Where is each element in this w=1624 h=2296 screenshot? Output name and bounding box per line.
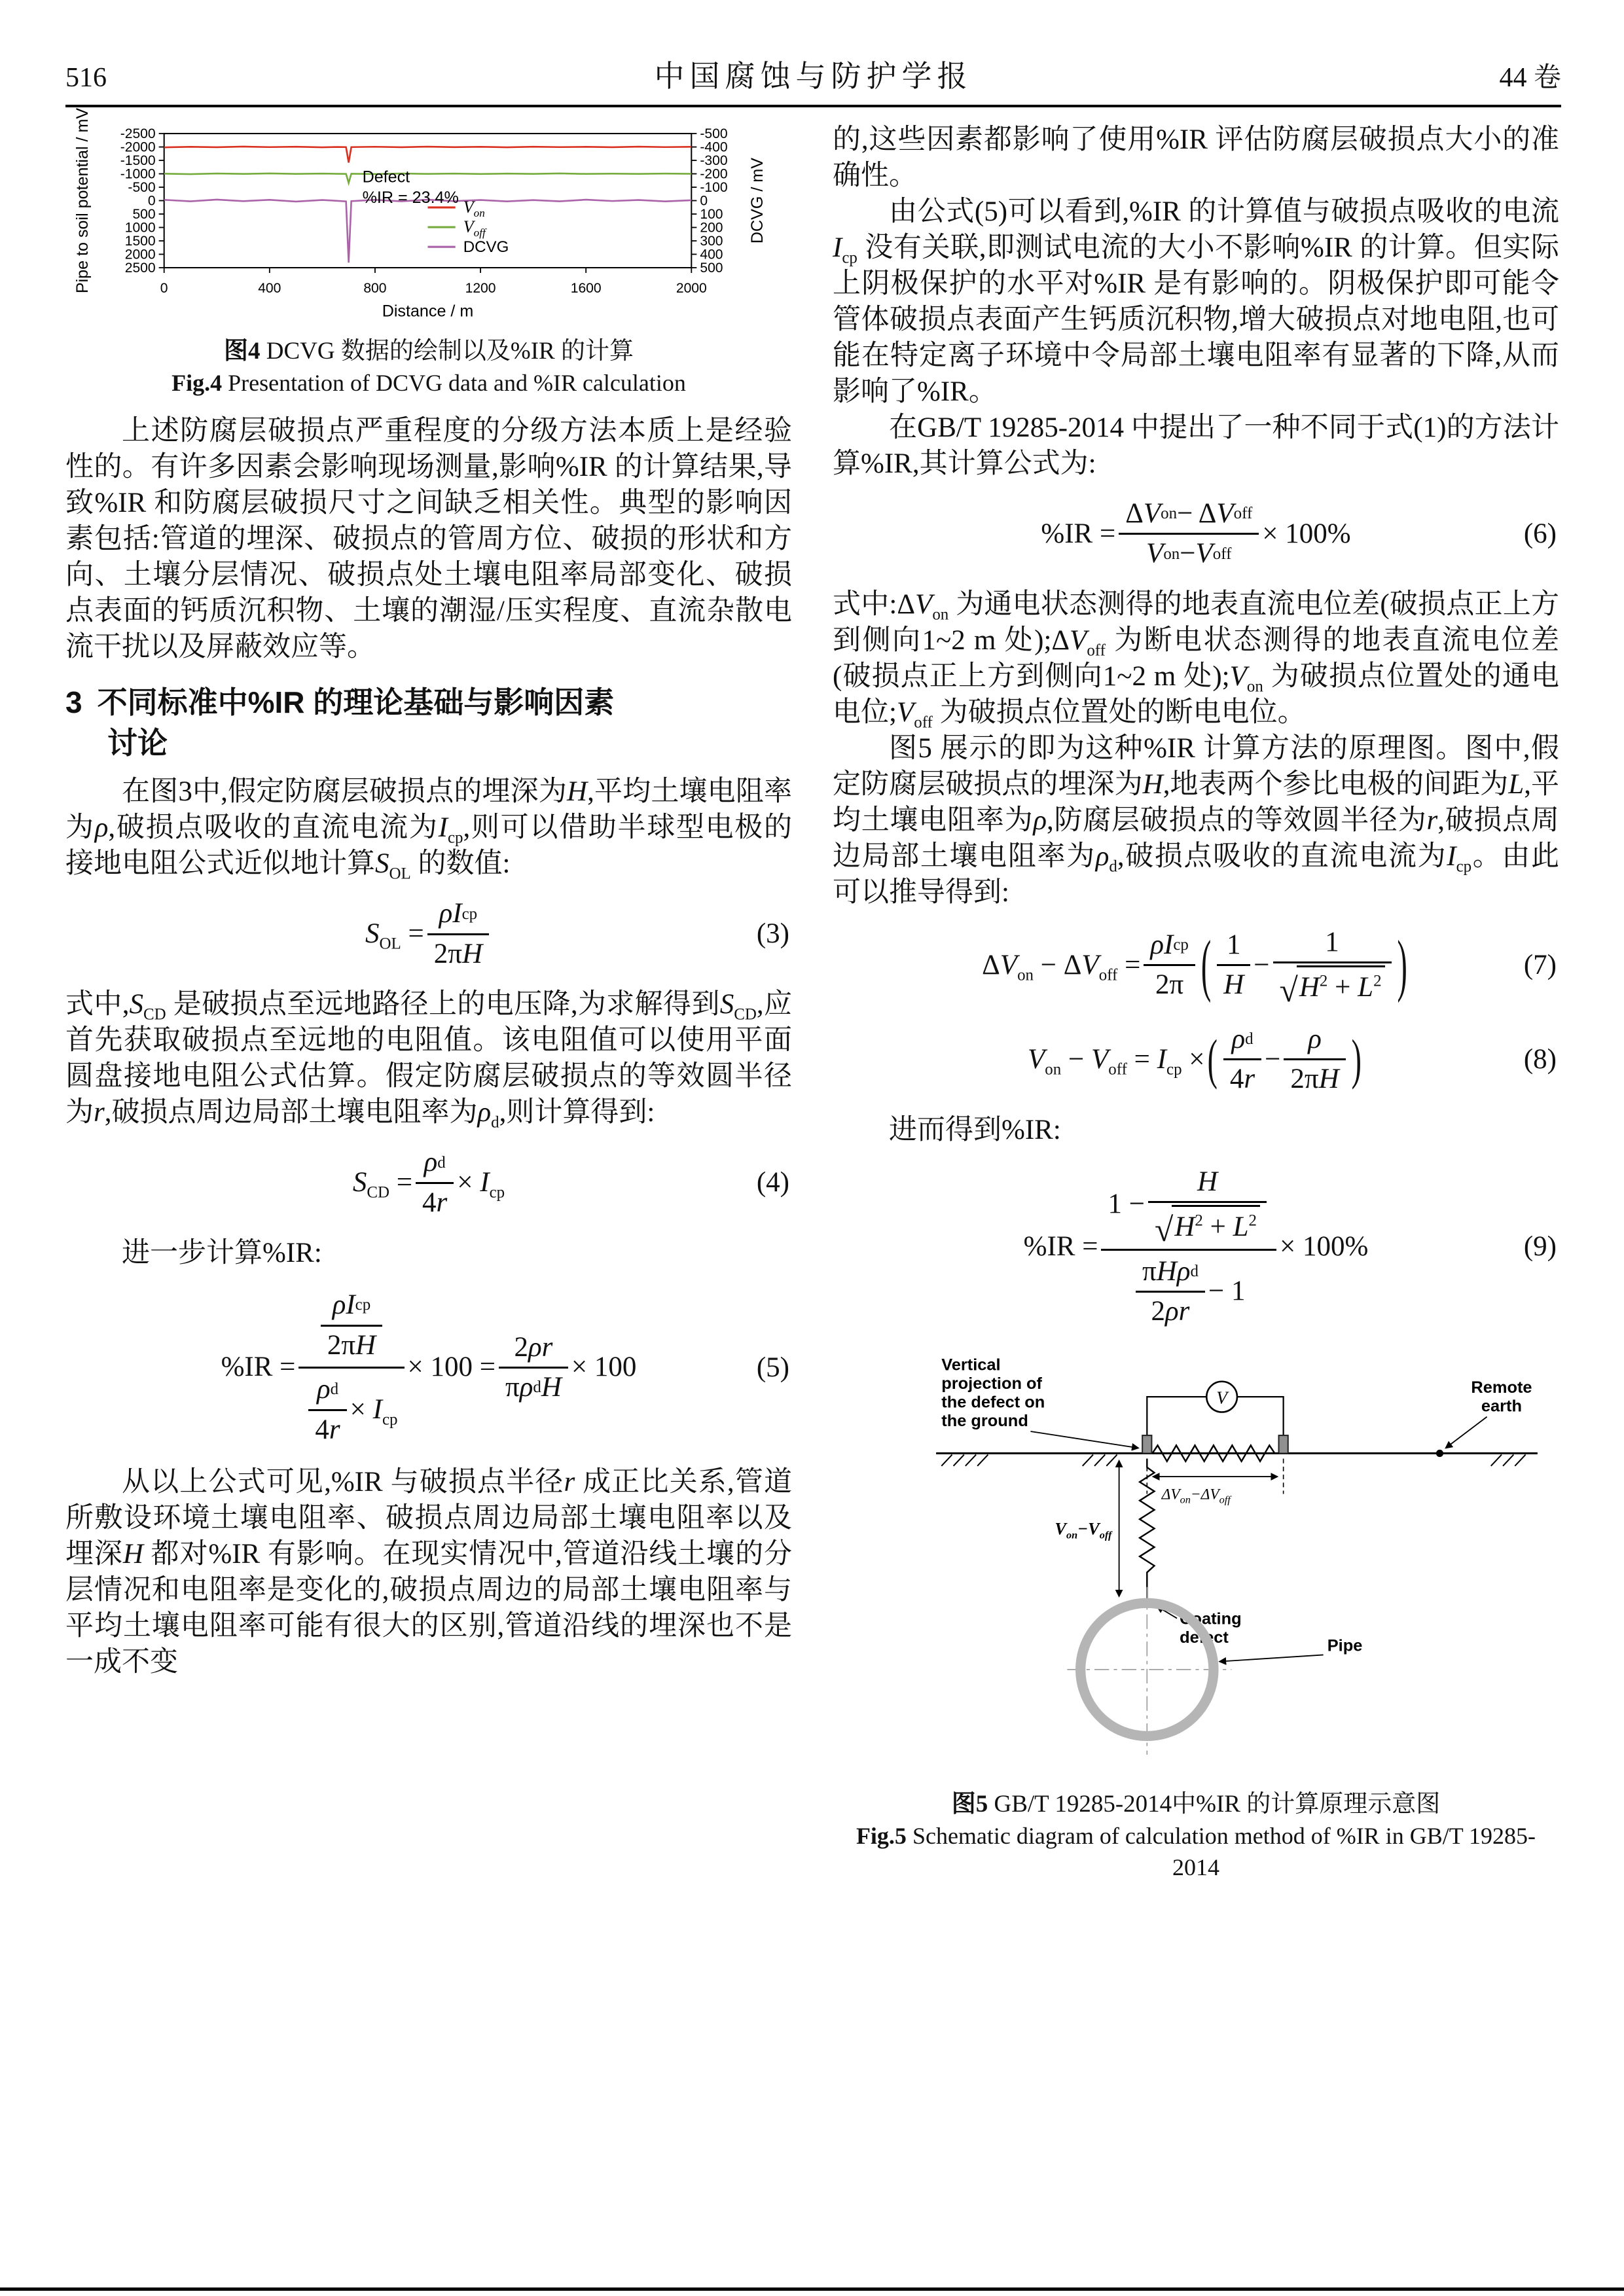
equation-5-number: (5) (756, 1352, 789, 1383)
fig5-diagram (931, 1350, 1543, 1783)
vertical-projection-label-line3: the defect on (941, 1392, 1045, 1411)
coating-defect-label-line1: Coating (1180, 1609, 1242, 1628)
section-3-heading: 3 不同标准中%IR 的理论基础与影响因素 讨论 (65, 685, 615, 761)
remote-earth-label-line2: earth (1481, 1397, 1523, 1416)
equation-7-number: (7) (1523, 949, 1557, 980)
svg-text:200: 200 (700, 220, 723, 236)
defect-annotation-line2: %IR = 23.4% (362, 188, 459, 207)
left-axis-label: Pipe to soil potential / mV (73, 107, 92, 294)
para-gbt-method: 在GB/T 19285-2014 中提出了一种不同于式(1)的方法计算%IR,其计算公式为: (833, 412, 1559, 479)
para-continuation: 的,这些因素都影响了使用%IR 评估防腐层破损点大小的准确性。 (833, 124, 1559, 191)
svg-text:2500: 2500 (124, 260, 156, 276)
equation-3: $S_{OL}$ = ρI cp 2π H (3) (65, 895, 792, 973)
svg-text:800: 800 (363, 281, 387, 296)
two-column-body (65, 107, 1561, 1883)
voltmeter-label: V (1216, 1387, 1228, 1407)
svg-text:400: 400 (700, 247, 723, 262)
svg-text:500: 500 (700, 260, 723, 276)
voltmeter-wire-left (1147, 1397, 1206, 1435)
fig4-chart (65, 107, 792, 329)
series-von-line (164, 147, 692, 162)
x-axis-label: Distance / m (382, 302, 474, 321)
svg-text:1600: 1600 (570, 281, 602, 296)
equation-8-number: (8) (1523, 1043, 1557, 1075)
fig4-caption-cn: 图4 DCVG 数据的绘制以及%IR 的计算 (224, 338, 634, 365)
para-formula6-terms: 式中$:\Delta V_{on}$ 为通电状态测得的地表直流电位差(破损点正上方到侧向1~2 m 处)$;\Delta V_{off}$ 为断电状态测得的地表直流电位差(破损点正上方到侧向1~2 m 处)$;V_{on}$ 为破损点位置处的通电电位$;V_{off}$ 为破损点位置处的断电电位。 (833, 588, 1559, 732)
left-paren: ( (1207, 1028, 1218, 1090)
para-fig5-description: 图5 展示的即为这种%IR 计算方法的原理图。图中,假定防腐层破损点的埋深为H,地表两个参比电极的间距为L,平均土壤电阻率为ρ,防腐层破损点的等效圆半径为r,破损点周边局部土壤电阻率为$\rho_d$,破损点吸收的直流电流为$I_{cp}$。由此可以推导得到: (833, 732, 1560, 908)
equation-9-number: (9) (1523, 1230, 1557, 1262)
ground-hatch-left (941, 1454, 988, 1465)
legend-label: DCVG (463, 238, 509, 257)
volume-label: 44 卷 (1499, 63, 1561, 93)
svg-text:400: 400 (258, 281, 281, 296)
para-grading-empirical: 上述防腐层破损点严重程度的分级方法本质上是经验性的。有许多因素会影响现场测量,影响%IR 的计算结果,导致%IR 和防腐层破损尺寸之间缺乏相关性。典型的影响因素包括:管道的埋深、破损点的管周方位、破损的形状和方向、土壤分层情况、破损点处土壤电阻率局部变化、破损点表面的钙质沉积物、土壤的潮湿/压实程度、直流杂散电流干扰以及屏蔽效应等。 (65, 416, 792, 663)
para-formula5-discussion: 由公式(5)可以看到,%IR 的计算值与破损点吸收的电流$I_{cp}$ 没有关联,即测试电流的大小不影响%IR 的计算。但实际上阴极保护的水平对%IR 是有影响的。阴极保护即可能令管体破损点表面产生钙质沉积物,增大破损点对地电阻,也可能在特定离子环境中令局部土壤电阻率有显著的下降,从而影响了%IR。 (833, 196, 1559, 407)
fig5-caption-en: Fig.5 Schematic diagram of calculation method of %IR in GB/T 19285-2014 (856, 1823, 1536, 1881)
svg-text:-400: -400 (700, 139, 728, 155)
series-voff-line (164, 173, 692, 183)
svg-text:-200: -200 (700, 166, 728, 182)
figure-4 (65, 107, 792, 399)
equation-6: %IR = Δ V on − Δ V off V on − V off × 100% (6) (833, 495, 1559, 573)
von-voff-label: $V_{on}-V_{off}$ (1055, 1518, 1112, 1541)
left-column (65, 107, 793, 1883)
svg-text:0: 0 (147, 193, 156, 209)
legend-label: $V_{on}$ (463, 197, 485, 219)
svg-text:1000: 1000 (124, 220, 156, 236)
right-axis-label: DCVG / mV (748, 157, 767, 244)
para-proportionality: 从以上公式可见,%IR 与破损点半径r 成正比关系,管道所敷设环境土壤电阻率、破损点周边局部土壤电阻率以及埋深H 都对%IR 有影响。在现实情况中,管道沿线土壤的分层情况和电阻率是变化的,破损点周边的局部土壤电阻率与平均土壤电阻率可能有很大的区别,管道沿线的埋深也不是一成不变 (65, 1467, 792, 1678)
legend-label: $V_{off}$ (463, 217, 486, 240)
vertical-projection-label-line2: projection of (941, 1374, 1043, 1393)
fig4-caption (65, 336, 792, 399)
header-rule (65, 105, 1561, 107)
electrode-right (1279, 1435, 1288, 1453)
svg-text:-2500: -2500 (120, 126, 156, 142)
svg-text:-1000: -1000 (120, 166, 156, 182)
page-bottom-rule (0, 2287, 1624, 2291)
fig5-caption (833, 1789, 1559, 1883)
svg-text:0: 0 (700, 193, 708, 209)
delta-v-label: $\Delta V_{on}-\Delta V_{off}$ (1161, 1486, 1231, 1506)
right-column (833, 122, 1559, 1883)
svg-text:2000: 2000 (124, 247, 156, 262)
svg-text:-300: -300 (700, 153, 728, 169)
equation-6-number: (6) (1523, 518, 1557, 549)
para-fig3-assumptions: 在图3中,假定防腐层破损点的埋深为H,平均土壤电阻率为ρ,破损点吸收的直流电流为$I_{cp}$,则可以借助半球型电极的接地电阻公式近似地计算$S_{OL}$ 的数值: (65, 776, 793, 883)
pipe-label: Pipe (1327, 1636, 1363, 1655)
vertical-projection-label-line1: Vertical (941, 1355, 1001, 1374)
svg-text:0: 0 (160, 281, 168, 296)
journal-title: 中国腐蚀与防护学报 (654, 60, 973, 93)
equation-7: $\Delta V_{on} - \Delta V_{off}$ = ρI cp 2π ( $\frac{1}{H}$ − 1 √ $H^2 + L^2$ ) (7) (833, 924, 1559, 1007)
svg-text:100: 100 (700, 207, 723, 223)
para-then-ir: 进而得到%IR: (889, 1114, 1061, 1145)
ground-hatch-mid (1083, 1454, 1117, 1465)
svg-text:1200: 1200 (465, 281, 496, 296)
right-paren: ) (1351, 1028, 1362, 1090)
equation-4-number: (4) (756, 1167, 789, 1198)
right-paren: ) (1397, 925, 1407, 1003)
equation-9: %IR = 1 − H √ $H^2 + L^2$ π H ρ d 2 ρr − 1 × 100% (9) (833, 1161, 1559, 1333)
defect-annotation-line1: Defect (362, 168, 410, 187)
ground-hatch-right (1491, 1454, 1526, 1465)
equation-3-number: (3) (756, 918, 789, 950)
page-number: 516 (65, 63, 107, 93)
remote-earth-point (1436, 1449, 1443, 1456)
svg-text:-2000: -2000 (120, 139, 156, 155)
coating-defect-resistor (1140, 1458, 1154, 1598)
fig4-caption-en: Fig.4 Presentation of DCVG data and %IR calculation (171, 370, 686, 397)
equation-8: $V_{on} - V_{off} = I_{cp}$ × ( ρ d 4 r − ρ 2π H ) (8) (833, 1020, 1559, 1099)
coating-defect-label-line2: defect (1180, 1628, 1229, 1647)
para-further-calc: 进一步计算%IR: (122, 1238, 322, 1269)
svg-text:-1500: -1500 (120, 153, 156, 169)
left-paren: ( (1200, 925, 1212, 1003)
voltmeter-wire-right (1238, 1397, 1284, 1435)
svg-text:-500: -500 (128, 180, 156, 196)
fig5-caption-cn: 图5 GB/T 19285-2014中%IR 的计算原理示意图 (951, 1791, 1441, 1818)
electrode-left (1142, 1435, 1151, 1453)
svg-text:-500: -500 (700, 126, 728, 142)
vertical-projection-label-line4: the ground (941, 1411, 1028, 1430)
figure-5 (833, 1350, 1559, 1884)
page-header (65, 52, 1561, 96)
svg-text:300: 300 (700, 234, 723, 249)
svg-text:2000: 2000 (676, 281, 707, 296)
svg-text:1500: 1500 (124, 234, 156, 249)
svg-text:-100: -100 (700, 180, 728, 196)
equation-5: %IR = ρI cp 2π H ρ d 4 r × $I_{cp}$ × 100 = 2 ρr π ρ d H × 100 (5) (65, 1284, 792, 1451)
svg-text:500: 500 (132, 207, 156, 223)
equation-4: $S_{CD}$ = ρ d 4 r × $I_{cp}$ (4) (65, 1143, 792, 1222)
para-scd-explanation: 式中$,S_{CD}$ 是破损点至远地路径上的电压降,为求解得到$S_{CD}$,应首先获取破损点至远地的电阻值。该电阻值可以使用平面圆盘接地电阻公式估算。假定防腐层破损点的等效圆半径为r,破损点周边局部土壤电阻率为$\rho_d$,则计算得到: (65, 989, 793, 1132)
remote-earth-label-line1: Remote (1471, 1378, 1532, 1397)
